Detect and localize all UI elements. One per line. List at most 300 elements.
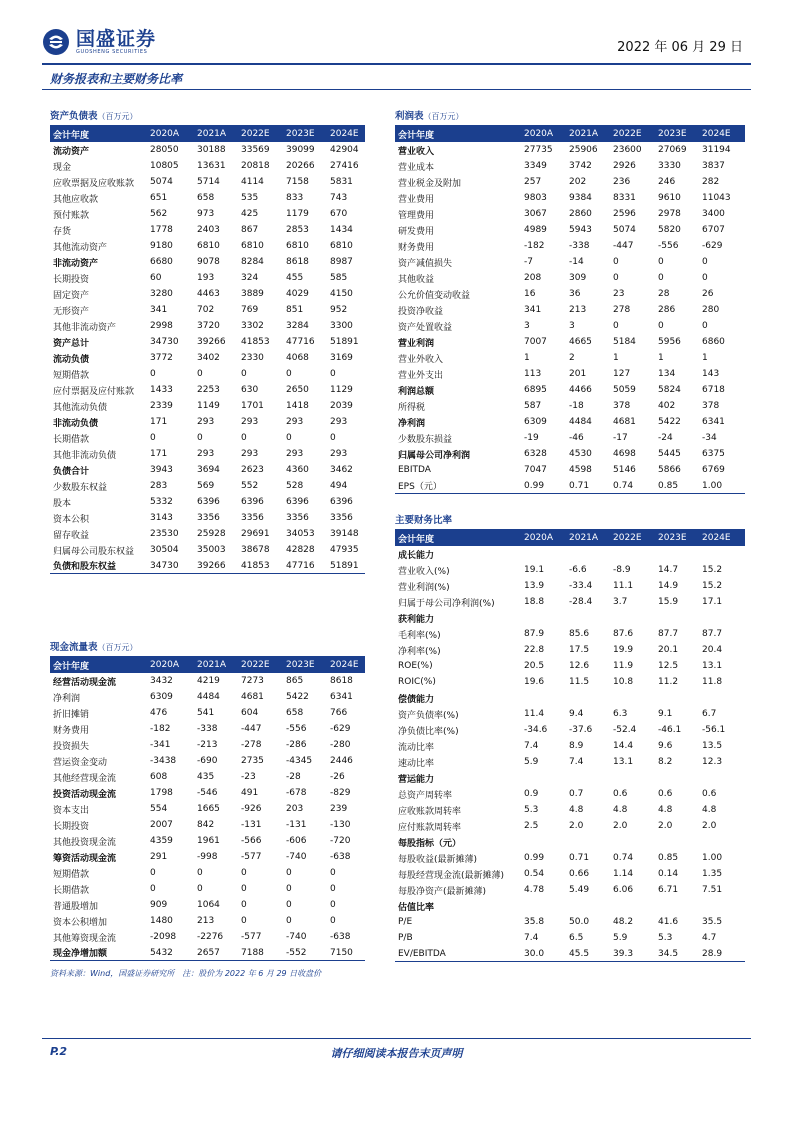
cell-value: -19 <box>524 433 539 443</box>
column-header-year: 2023E <box>658 533 687 543</box>
table-row <box>395 946 745 962</box>
table-row <box>395 462 745 478</box>
cell-value: 0 <box>702 321 708 331</box>
cell-value: 14.9 <box>658 581 679 591</box>
table-row <box>50 302 365 318</box>
cell-value: 341 <box>150 305 168 315</box>
row-label: 管理费用 <box>398 210 435 221</box>
cell-value: 236 <box>613 177 631 187</box>
row-label: 应收票据及应收账款 <box>53 178 135 189</box>
row-label: 留存收益 <box>53 530 90 541</box>
cell-value: 2596 <box>613 209 636 219</box>
cell-value: 6769 <box>702 465 725 475</box>
table-row <box>50 398 365 414</box>
cell-value: 2 <box>569 353 575 363</box>
cell-value: 0 <box>613 321 619 331</box>
table-row <box>50 785 365 801</box>
cell-value: -341 <box>150 740 171 750</box>
cell-value: 171 <box>150 449 168 459</box>
cell-value: 8618 <box>330 676 353 686</box>
cell-value: 0.85 <box>658 480 679 491</box>
table-unit: （百万元） <box>97 643 138 652</box>
cell-value: 28050 <box>150 145 179 155</box>
cell-value: 6328 <box>524 449 547 459</box>
cell-value: 20.5 <box>524 661 545 671</box>
cell-value: 4598 <box>569 465 592 475</box>
cell-value: 5.49 <box>569 885 590 895</box>
cell-value: 35.5 <box>702 917 723 927</box>
table-unit: （百万元） <box>423 112 464 121</box>
cell-value: 0 <box>150 884 156 894</box>
cell-value: -629 <box>330 724 351 734</box>
cell-value: 0 <box>658 321 664 331</box>
cell-value: 87.7 <box>658 629 679 639</box>
cell-value: 50.0 <box>569 917 590 927</box>
cell-value: 6860 <box>702 337 725 347</box>
row-label: 每股指标（元） <box>398 838 462 849</box>
column-header-year: 2024E <box>702 533 731 543</box>
cell-value: 0 <box>241 884 247 894</box>
column-header-year: 2022E <box>613 533 642 543</box>
cell-value: 2039 <box>330 401 353 411</box>
cell-value: 41.6 <box>658 917 679 927</box>
source-note: 资料来源：Wind，国盛证券研究所 注：股价为 2022 年 6 月 29 日收盘价 <box>50 969 322 978</box>
cell-value: 85.6 <box>569 629 590 639</box>
cell-value: 0.99 <box>524 853 545 863</box>
cell-value: 2446 <box>330 756 353 766</box>
table-row <box>395 270 745 286</box>
cell-value: 0 <box>613 257 619 267</box>
cell-value: 3280 <box>150 289 173 299</box>
cell-value: 33569 <box>241 145 270 155</box>
table-row <box>395 254 745 270</box>
cell-value: 23600 <box>613 145 642 155</box>
row-label: 速动比率 <box>398 758 435 769</box>
row-label: 其他应收款 <box>53 194 99 205</box>
cell-value: 554 <box>150 804 168 814</box>
cell-value: -4345 <box>286 756 313 766</box>
row-label: 其他非流动资产 <box>53 322 117 333</box>
row-label: 长期投资 <box>53 274 90 285</box>
cell-value: 0.14 <box>658 869 679 879</box>
cell-value: 3 <box>569 321 575 331</box>
cell-value: 201 <box>569 369 587 379</box>
row-label: 营业成本 <box>398 162 435 173</box>
cell-value: -690 <box>197 756 218 766</box>
cell-value: 38678 <box>241 545 270 555</box>
row-label: 获利能力 <box>398 614 435 625</box>
cell-value: 3.7 <box>613 597 628 607</box>
cell-value: 2339 <box>150 401 173 411</box>
cell-value: 4029 <box>286 289 309 299</box>
row-label: 总资产周转率 <box>398 790 453 801</box>
cell-value: -23 <box>241 772 256 782</box>
cell-value: 0.74 <box>613 853 634 863</box>
cell-value: -577 <box>241 932 262 942</box>
cell-value: 3300 <box>330 321 353 331</box>
row-label: 其他经营现金流 <box>53 773 117 784</box>
row-label: 资产处置收益 <box>398 322 453 333</box>
cell-value: 0.66 <box>569 869 590 879</box>
table-section-row <box>395 898 745 914</box>
cell-value: 48.2 <box>613 917 634 927</box>
cell-value: 5.9 <box>613 933 628 943</box>
cell-value: 17.1 <box>702 597 723 607</box>
row-label: 投资净收益 <box>398 306 444 317</box>
column-header-label: 会计年度 <box>53 661 90 672</box>
cell-value: 143 <box>702 369 720 379</box>
cell-value: 6396 <box>241 497 264 507</box>
cell-value: 246 <box>658 177 676 187</box>
row-label: 财务费用 <box>53 725 90 736</box>
cell-value: 0 <box>197 868 203 878</box>
row-label: 长期投资 <box>53 821 90 832</box>
cell-value: 4.78 <box>524 885 545 895</box>
cell-value: 1179 <box>286 209 309 219</box>
row-label: 股本 <box>53 498 72 509</box>
column-header-year: 2022E <box>241 129 270 139</box>
cell-value: 60 <box>150 273 162 283</box>
cell-value: 909 <box>150 900 168 910</box>
cell-value: 30188 <box>197 145 226 155</box>
cell-value: 5332 <box>150 497 173 507</box>
cell-value: 4698 <box>613 449 636 459</box>
cell-value: 213 <box>197 916 215 926</box>
company-logo <box>42 22 156 62</box>
row-label: 流动资产 <box>53 146 90 157</box>
cell-value: 5074 <box>613 225 636 235</box>
cell-value: -577 <box>241 852 262 862</box>
cell-value: 23530 <box>150 529 179 539</box>
row-label: 毛利率(%) <box>398 630 441 641</box>
cell-value: 651 <box>150 193 168 203</box>
cell-value: -606 <box>286 836 307 846</box>
cell-value: -552 <box>286 947 307 958</box>
table-row <box>395 158 745 174</box>
cell-value: 7.4 <box>524 933 539 943</box>
cell-value: 2330 <box>241 353 264 363</box>
table-title <box>395 514 745 530</box>
cell-value: 293 <box>241 417 259 427</box>
cell-value: 4360 <box>286 465 309 475</box>
column-header-year: 2022E <box>613 129 642 139</box>
cell-value: 286 <box>658 305 676 315</box>
table-row <box>395 334 745 350</box>
cell-value: 5059 <box>613 385 636 395</box>
table-row <box>395 866 745 882</box>
table-row <box>395 446 745 462</box>
table-row <box>395 818 745 834</box>
cell-value: 4530 <box>569 449 592 459</box>
table-row <box>50 913 365 929</box>
cell-value: 2650 <box>286 385 309 395</box>
cell-value: 7.51 <box>702 885 723 895</box>
row-label: 资本支出 <box>53 805 90 816</box>
table-row <box>50 382 365 398</box>
cell-value: 0 <box>330 369 336 379</box>
table-row <box>50 689 365 705</box>
row-label: 普通股增加 <box>53 901 99 912</box>
cell-value: 309 <box>569 273 587 283</box>
row-label: 其他筹资现金流 <box>53 933 117 944</box>
table-title <box>50 641 365 657</box>
cell-value: 87.7 <box>702 629 723 639</box>
cell-value: 5714 <box>197 177 220 187</box>
cell-value: 0 <box>330 900 336 910</box>
table-row <box>50 558 365 574</box>
cell-value: 127 <box>613 369 631 379</box>
cell-value: 0 <box>197 884 203 894</box>
row-label: 营业税金及附加 <box>398 178 462 189</box>
cell-value: -34 <box>702 433 717 443</box>
table-row <box>50 478 365 494</box>
financial-ratios-table <box>395 514 745 962</box>
table-row <box>50 222 365 238</box>
cell-value: 42828 <box>286 545 315 555</box>
cell-value: 283 <box>150 481 168 491</box>
cell-value: 15.2 <box>702 581 723 591</box>
cell-value: 3356 <box>197 513 220 523</box>
cell-value: 5956 <box>658 337 681 347</box>
cell-value: 41853 <box>241 337 270 347</box>
cell-value: -26 <box>330 772 345 782</box>
cell-value: 6396 <box>330 497 353 507</box>
cell-value: 769 <box>241 305 259 315</box>
row-label: 净负债比率(%) <box>398 726 459 737</box>
cell-value: 4.8 <box>613 805 628 815</box>
cell-value: 12.3 <box>702 757 723 767</box>
cell-value: 5820 <box>658 225 681 235</box>
cell-value: -740 <box>286 852 307 862</box>
row-label: 营运能力 <box>398 774 435 785</box>
cell-value: 13631 <box>197 161 226 171</box>
cell-value: 0 <box>613 273 619 283</box>
cell-value: 34053 <box>286 529 315 539</box>
cell-value: 5824 <box>658 385 681 395</box>
cell-value: 87.6 <box>613 629 634 639</box>
row-label: 经营活动现金流 <box>53 677 117 688</box>
cell-value: -34.6 <box>524 725 548 735</box>
cell-value: 4068 <box>286 353 309 363</box>
row-label: P/E <box>398 917 413 927</box>
row-label: 其他收益 <box>398 274 435 285</box>
row-label: EBITDA <box>398 465 431 475</box>
table-row <box>50 753 365 769</box>
cell-value: 7158 <box>286 177 309 187</box>
row-label: 负债和股东权益 <box>53 562 117 572</box>
table-row <box>395 414 745 430</box>
cell-value: -8.9 <box>613 565 631 575</box>
table-section-row <box>395 834 745 850</box>
cell-value: 6.3 <box>613 709 628 719</box>
table-row <box>395 674 745 690</box>
cell-value: 39099 <box>286 145 315 155</box>
table-row <box>395 382 745 398</box>
table-row <box>395 802 745 818</box>
table-row <box>50 737 365 753</box>
cell-value: 213 <box>569 305 587 315</box>
logo-name-en: GUOSHENG SECURITIES <box>76 48 148 55</box>
cell-value: 0 <box>197 433 203 443</box>
cell-value: 5146 <box>613 465 636 475</box>
cell-value: 6.5 <box>569 933 584 943</box>
table-row <box>395 930 745 946</box>
cell-value: 4463 <box>197 289 220 299</box>
cell-value: 4681 <box>241 692 264 702</box>
table-row <box>395 738 745 754</box>
cell-value: 9.6 <box>658 741 673 751</box>
cell-value: 2403 <box>197 225 220 235</box>
cell-value: 202 <box>569 177 587 187</box>
cell-value: 2657 <box>197 947 220 958</box>
column-header-year: 2021A <box>569 129 599 139</box>
table-row <box>395 914 745 930</box>
cell-value: -18 <box>569 401 584 411</box>
cell-value: 535 <box>241 193 259 203</box>
cell-value: 0.85 <box>658 853 679 863</box>
cell-value: 45.5 <box>569 948 590 959</box>
cell-value: 11.5 <box>569 677 590 687</box>
cell-value: -131 <box>286 820 307 830</box>
cell-value: 0 <box>286 884 292 894</box>
row-label: 净利润 <box>398 418 426 429</box>
cell-value: 4219 <box>197 676 220 686</box>
cell-value: 3943 <box>150 465 173 475</box>
income-statement-table <box>395 110 745 494</box>
column-header-year: 2022E <box>241 660 270 670</box>
row-label: 资本公积增加 <box>53 917 108 928</box>
cell-value: 8331 <box>613 193 636 203</box>
cell-value: 30504 <box>150 545 179 555</box>
row-label: 投资损失 <box>53 741 90 752</box>
row-label: 营业外支出 <box>398 370 444 381</box>
cell-value: 702 <box>197 305 215 315</box>
cell-value: 203 <box>286 804 304 814</box>
cell-value: 4466 <box>569 385 592 395</box>
cell-value: 293 <box>241 449 259 459</box>
row-label: 研发费用 <box>398 226 435 237</box>
cell-value: -131 <box>241 820 262 830</box>
cell-value: 278 <box>613 305 631 315</box>
cell-value: 6810 <box>330 241 353 251</box>
row-label: P/B <box>398 933 413 943</box>
cell-value: 27069 <box>658 145 687 155</box>
cell-value: 39266 <box>197 560 226 571</box>
table-row <box>50 897 365 913</box>
cell-value: 6309 <box>150 692 173 702</box>
cell-value: 4.8 <box>569 805 584 815</box>
cell-value: 7.4 <box>524 741 539 751</box>
cell-value: 1 <box>658 353 664 363</box>
cell-value: 2.0 <box>613 821 628 831</box>
cell-value: 20266 <box>286 161 315 171</box>
cell-value: -14 <box>569 257 584 267</box>
table-row <box>50 510 365 526</box>
cell-value: 2998 <box>150 321 173 331</box>
column-header-label: 会计年度 <box>398 130 435 141</box>
cell-value: 6707 <box>702 225 725 235</box>
cell-value: 0 <box>286 369 292 379</box>
cell-value: 608 <box>150 772 168 782</box>
table-row <box>395 142 745 158</box>
column-header-year: 2020A <box>524 129 554 139</box>
cell-value: 1064 <box>197 900 220 910</box>
cell-value: 491 <box>241 788 259 798</box>
cell-value: 455 <box>286 273 304 283</box>
row-label: ROE(%) <box>398 661 433 671</box>
cell-value: 0 <box>702 273 708 283</box>
row-label: 成长能力 <box>398 550 435 561</box>
cell-value: 1961 <box>197 836 220 846</box>
table-row <box>395 882 745 898</box>
table-header-row <box>50 657 365 673</box>
cell-value: 19.1 <box>524 565 545 575</box>
row-label: 其他投资现金流 <box>53 837 117 848</box>
cell-value: 9.4 <box>569 709 584 719</box>
cell-value: -33.4 <box>569 581 593 591</box>
cell-value: 4.8 <box>658 805 673 815</box>
column-header-year: 2020A <box>150 129 180 139</box>
cell-value: 293 <box>286 417 304 427</box>
cell-value: -28 <box>286 772 301 782</box>
row-label: 流动比率 <box>398 742 435 753</box>
row-label: 资产负债率(%) <box>398 710 459 721</box>
table-row <box>395 366 745 382</box>
table-section-row <box>395 690 745 706</box>
row-label: 营业利润 <box>398 338 435 349</box>
cell-value: 5943 <box>569 225 592 235</box>
table-row <box>50 865 365 881</box>
cell-value: 20.1 <box>658 645 679 655</box>
cell-value: -6.6 <box>569 565 587 575</box>
row-label: 其他流动负债 <box>53 402 108 413</box>
cell-value: 171 <box>150 417 168 427</box>
cell-value: 13.1 <box>702 661 723 671</box>
cell-value: 1778 <box>150 225 173 235</box>
cell-value: -638 <box>330 932 351 942</box>
cell-value: -52.4 <box>613 725 637 735</box>
cell-value: 4484 <box>569 417 592 427</box>
table-title-text: 主要财务比率 <box>395 515 453 526</box>
cell-value: 29691 <box>241 529 270 539</box>
cell-value: -2098 <box>150 932 177 942</box>
table-header-row <box>395 530 745 546</box>
cell-value: 20818 <box>241 161 270 171</box>
cell-value: 5.3 <box>658 933 673 943</box>
table-row <box>395 286 745 302</box>
cell-value: 3432 <box>150 676 173 686</box>
cell-value: 7150 <box>330 947 353 958</box>
table-row <box>395 658 745 674</box>
table-row <box>50 721 365 737</box>
row-label: 折旧摊销 <box>53 709 90 720</box>
column-header-label: 会计年度 <box>53 130 90 141</box>
cell-value: 0.74 <box>613 480 634 491</box>
table-row <box>50 801 365 817</box>
table-row <box>50 526 365 542</box>
cell-value: 293 <box>286 449 304 459</box>
cell-value: 5866 <box>658 465 681 475</box>
cell-value: 1 <box>613 353 619 363</box>
cell-value: 0.71 <box>569 480 590 491</box>
cell-value: 22.8 <box>524 645 545 655</box>
cell-value: 25906 <box>569 145 598 155</box>
cell-value: 3356 <box>241 513 264 523</box>
cell-value: -338 <box>569 241 590 251</box>
table-row <box>50 174 365 190</box>
header-divider <box>42 63 751 65</box>
row-label: 资本公积 <box>53 514 90 525</box>
